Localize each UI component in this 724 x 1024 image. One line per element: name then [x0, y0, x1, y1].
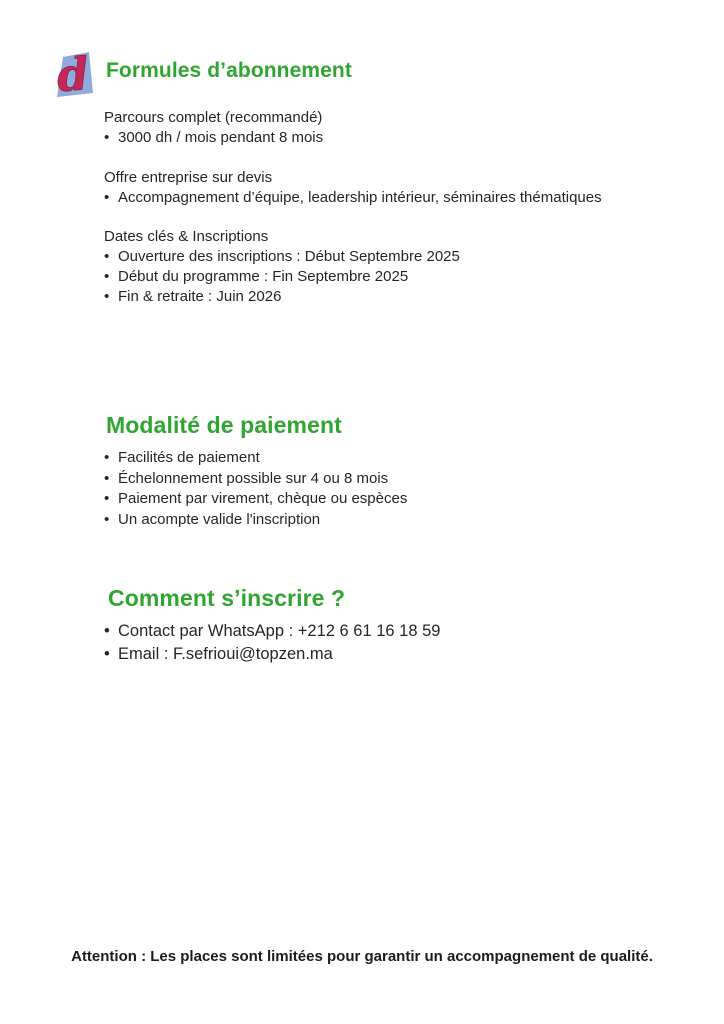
bullet-item: • Ouverture des inscriptions : Début Septembre 2025 — [104, 247, 460, 267]
bullet-item: • Facilités de paiement — [104, 448, 407, 469]
heading-formules-abonnement: Formules d’abonnement — [106, 59, 352, 82]
logo-letter: d — [55, 50, 91, 100]
group-parcours-complet — [104, 108, 323, 148]
brand-logo — [54, 50, 98, 100]
whatsapp-contact-line: • Contact par WhatsApp : +212 6 61 16 18 59 — [104, 620, 440, 643]
bullet-item: • Paiement par virement, chèque ou espèces — [104, 489, 407, 510]
group-title: Dates clés & Inscriptions — [104, 228, 269, 245]
group-modalite-paiement — [104, 448, 407, 530]
group-contact — [104, 620, 440, 666]
group-offre-entreprise — [104, 168, 602, 208]
email-contact-line: • Email : F.sefrioui@topzen.ma — [104, 643, 440, 666]
heading-modalite-paiement: Modalité de paiement — [106, 412, 342, 438]
heading-comment-sinscrire: Comment s’inscrire ? — [108, 585, 346, 611]
bullet-item: • Fin & retraite : Juin 2026 — [104, 287, 460, 307]
bullet-item: • Échelonnement possible sur 4 ou 8 mois — [104, 469, 407, 490]
attention-note: Attention : Les places sont limitées pour garantir un accompagnement de qualité. — [71, 948, 653, 965]
bullet-item: • Un acompte valide l'inscription — [104, 510, 407, 531]
logo-graphic — [54, 50, 98, 100]
group-title: Offre entreprise sur devis — [104, 169, 273, 186]
bullet-item: • Début du programme : Fin Septembre 2025 — [104, 267, 460, 287]
group-title: Parcours complet (recommandé) — [104, 109, 323, 126]
group-dates-cles — [104, 227, 460, 307]
bullet-item: • Accompagnement d’équipe, leadership intérieur, séminaires thématiques — [104, 188, 602, 208]
bullet-item: • 3000 dh / mois pendant 8 mois — [104, 128, 323, 148]
